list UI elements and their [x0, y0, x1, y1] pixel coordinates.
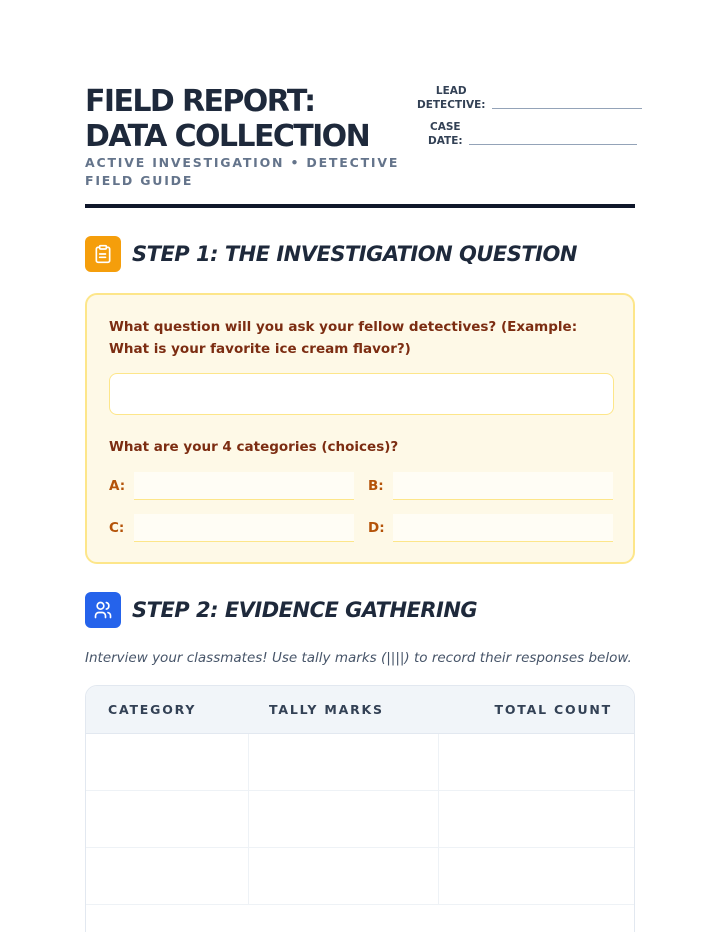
users-icon [85, 592, 121, 628]
case-date-label: CASE DATE: [428, 121, 463, 147]
categories-prompt: What are your 4 categories (choices)? [109, 439, 399, 455]
tally-cell[interactable] [249, 734, 439, 791]
table-row [86, 791, 634, 848]
total-cell[interactable] [439, 791, 635, 848]
table-row [86, 734, 634, 791]
category-d-label: D: [368, 520, 385, 536]
category-a-input[interactable] [134, 472, 354, 500]
evidence-table [85, 685, 635, 932]
question-input[interactable] [109, 373, 614, 415]
category-b [368, 472, 618, 502]
investigation-question-card [85, 293, 635, 564]
step-2-title: STEP 2: EVIDENCE GATHERING [132, 598, 478, 622]
case-date-row [428, 120, 637, 148]
lead-detective-row [417, 84, 642, 112]
category-d [368, 514, 618, 544]
step-2-heading [85, 592, 635, 628]
column-header-total-count: TOTAL COUNT [494, 702, 612, 717]
category-cell[interactable] [86, 791, 249, 848]
category-c-label: C: [109, 520, 125, 536]
case-date-field[interactable] [469, 144, 637, 145]
category-cell[interactable] [86, 848, 249, 905]
category-a [109, 472, 359, 502]
total-cell[interactable] [439, 734, 635, 791]
table-header [86, 686, 634, 734]
category-cell[interactable] [86, 734, 249, 791]
total-cell[interactable] [439, 848, 635, 905]
page-subtitle: ACTIVE INVESTIGATION • DETECTIVE FIELD GUIDE [85, 155, 400, 188]
category-d-input[interactable] [393, 514, 613, 542]
column-header-category: CATEGORY [108, 702, 197, 717]
category-c [109, 514, 359, 544]
header-divider [85, 204, 635, 208]
step-1-title: STEP 1: THE INVESTIGATION QUESTION [132, 242, 577, 266]
clipboard-icon [85, 236, 121, 272]
page-title [85, 84, 405, 154]
table-row [86, 848, 634, 905]
tally-cell[interactable] [249, 791, 439, 848]
category-a-label: A: [109, 478, 126, 494]
lead-detective-field[interactable] [492, 108, 642, 109]
title-line-2: DATA COLLECTION [85, 119, 370, 154]
report-header [85, 84, 635, 192]
question-prompt: What question will you ask your fellow detectives? (Example: What is your favorite ice cream flavor?) [109, 319, 578, 357]
category-b-input[interactable] [393, 472, 613, 500]
lead-detective-label: LEAD DETECTIVE: [417, 85, 486, 111]
tally-cell[interactable] [249, 848, 439, 905]
column-header-tally-marks: TALLY MARKS [269, 702, 384, 717]
step-1-heading [85, 236, 635, 272]
category-c-input[interactable] [134, 514, 354, 542]
tally-instructions: Interview your classmates! Use tally marks (||||) to record their responses below. [85, 650, 632, 666]
category-b-label: B: [368, 478, 384, 494]
title-line-1: FIELD REPORT: [85, 84, 315, 119]
